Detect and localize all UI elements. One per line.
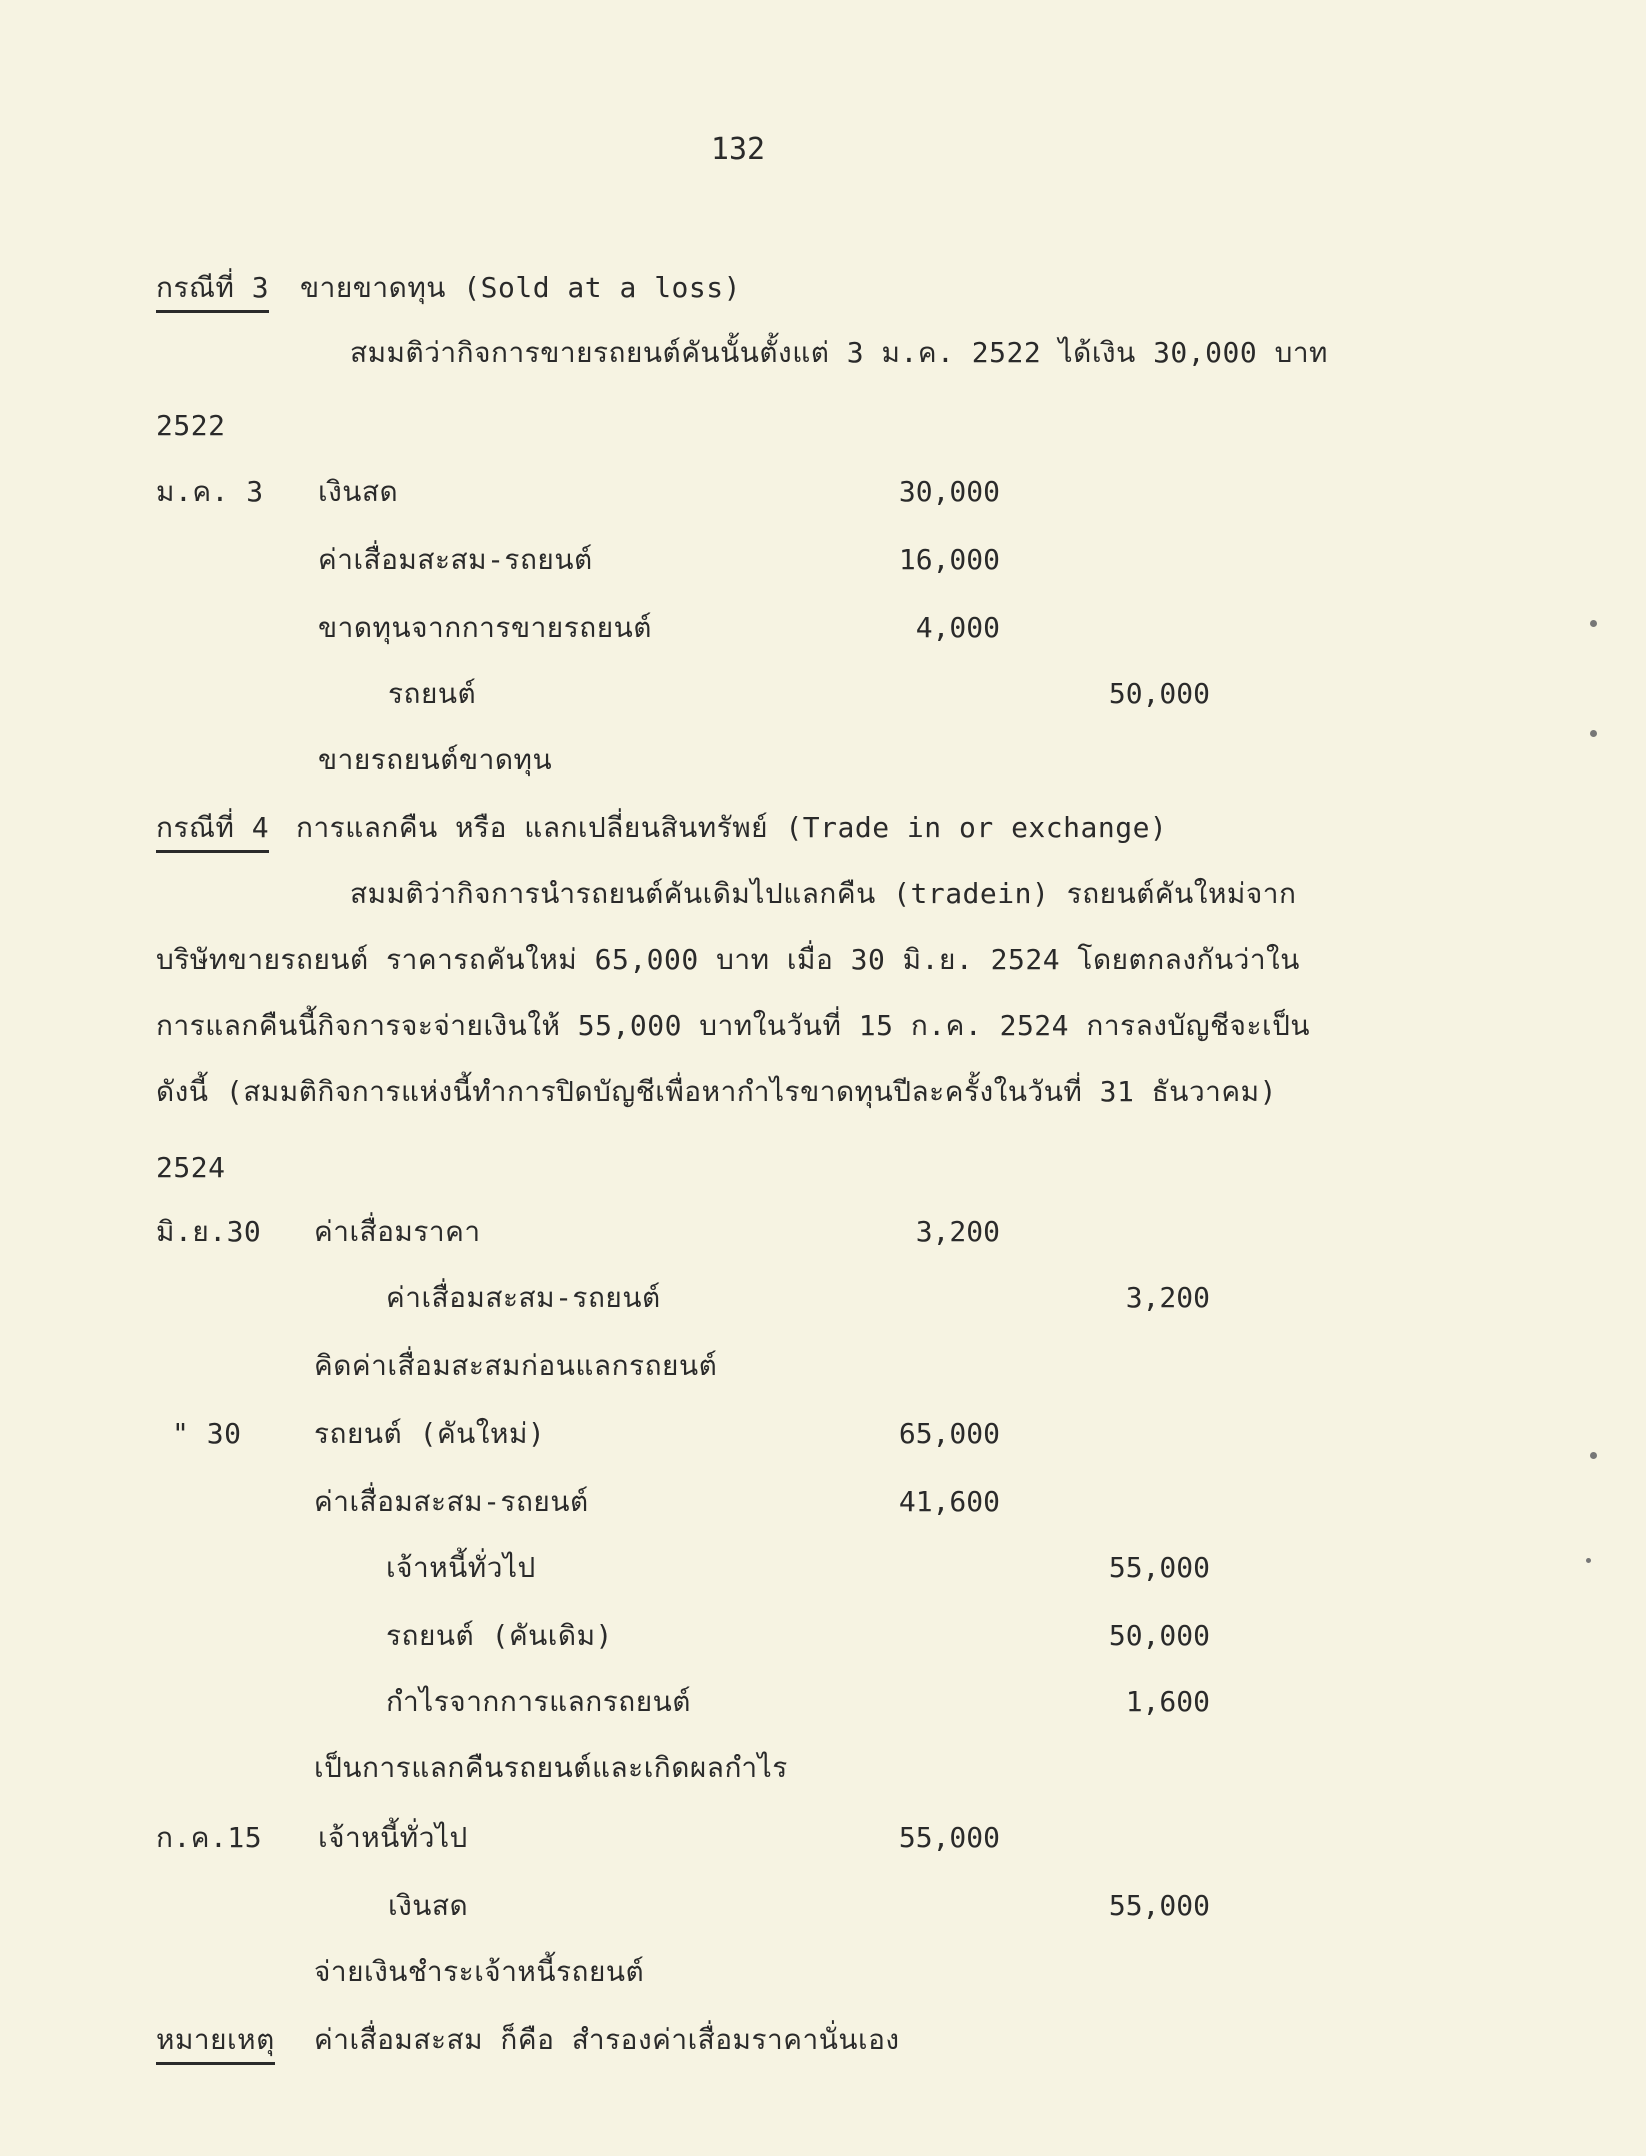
entry3-row2-credit: 55,000 — [1108, 1889, 1210, 1922]
case3-row4-credit: 50,000 — [1108, 677, 1210, 710]
page-number: 132 — [710, 132, 766, 167]
entry3-memo: จ่ายเงินชำระเจ้าหนี้รถยนต์ — [314, 1955, 645, 1988]
scan-speck — [1590, 1452, 1597, 1459]
entry1-row2-credit: 3,200 — [1125, 1281, 1210, 1314]
entry1-memo: คิดค่าเสื่อมสะสมก่อนแลกรถยนต์ — [314, 1349, 718, 1382]
entry2-row5-credit: 1,600 — [1125, 1685, 1210, 1718]
case3-row1-account: เงินสด — [318, 475, 399, 508]
case3-row2-account: ค่าเสื่อมสะสม-รถยนต์ — [318, 543, 593, 576]
entry2-row5-account: กำไรจากการแลกรถยนต์ — [386, 1685, 691, 1718]
entry2-row2-account: ค่าเสื่อมสะสม-รถยนต์ — [314, 1485, 589, 1518]
entry1-row1-account: ค่าเสื่อมราคา — [314, 1215, 481, 1248]
case4-para-line2: บริษัทขายรถยนต์ ราคารถคันใหม่ 65,000 บาท เมื่อ 30 มิ.ย. 2524 โดยตกลงกันว่าใน — [156, 943, 1300, 976]
case4-year: 2524 — [156, 1151, 226, 1184]
entry2-row4-credit: 50,000 — [1108, 1619, 1210, 1652]
case4-para-line4: ดังนี้ (สมมติกิจการแห่งนี้ทำการปิดบัญชีเพื่อหากำไรขาดทุนปีละครั้งในวันที่ 31 ธันวาคม) — [156, 1075, 1277, 1108]
entry2-row1-account: รถยนต์ (คันใหม่) — [314, 1417, 546, 1450]
note-text: ค่าเสื่อมสะสม ก็คือ สำรองค่าเสื่อมราคานั่นเอง — [314, 2023, 900, 2056]
case3-row4-account: รถยนต์ — [388, 677, 477, 710]
case3-intro: สมมติว่ากิจการขายรถยนต์คันนั้นตั้งแต่ 3 ม.ค. 2522 ได้เงิน 30,000 บาท — [350, 336, 1329, 369]
entry3-row2-account: เงินสด — [388, 1889, 469, 1922]
case3-row3-account: ขาดทุนจากการขายรถยนต์ — [318, 611, 652, 644]
scan-speck — [1586, 1558, 1591, 1563]
case4-para-line3: การแลกคืนนี้กิจการจะจ่ายเงินให้ 55,000 บาทในวันที่ 15 ก.ค. 2524 การลงบัญชีจะเป็น — [156, 1009, 1310, 1042]
case3-row1-date: ม.ค. 3 — [156, 475, 264, 508]
entry2-row1-debit: 65,000 — [898, 1417, 1000, 1450]
entry3-row1-account: เจ้าหนี้ทั่วไป — [318, 1821, 468, 1854]
entry2-row4-account: รถยนต์ (คันเดิม) — [386, 1619, 613, 1652]
entry2-row3-credit: 55,000 — [1108, 1551, 1210, 1584]
case3-year: 2522 — [156, 409, 226, 442]
case4-para-line1: สมมติว่ากิจการนำรถยนต์คันเดิมไปแลกคืน (tradein) รถยนต์คันใหม่จาก — [350, 877, 1297, 910]
entry1-row2-account: ค่าเสื่อมสะสม-รถยนต์ — [386, 1281, 661, 1314]
note-label: หมายเหตุ — [156, 2020, 275, 2065]
entry2-memo: เป็นการแลกคืนรถยนต์และเกิดผลกำไร — [314, 1751, 788, 1784]
case3-title: ขายขาดทุน (Sold at a loss) — [300, 271, 741, 304]
entry3-date: ก.ค.15 — [156, 1821, 263, 1854]
case3-memo: ขายรถยนต์ขาดทุน — [318, 743, 553, 776]
scan-speck — [1590, 620, 1597, 627]
entry3-row1-debit: 55,000 — [898, 1821, 1000, 1854]
entry1-date: มิ.ย.30 — [156, 1215, 262, 1248]
case3-row2-debit: 16,000 — [898, 543, 1000, 576]
case3-row1-debit: 30,000 — [898, 475, 1000, 508]
entry1-row1-debit: 3,200 — [915, 1215, 1000, 1248]
case3-heading: กรณีที่ 3 — [156, 268, 269, 313]
case4-heading: กรณีที่ 4 — [156, 808, 269, 853]
case4-title: การแลกคืน หรือ แลกเปลี่ยนสินทรัพย์ (Trade in or exchange) — [296, 811, 1168, 844]
scan-speck — [1590, 730, 1597, 737]
entry2-row2-debit: 41,600 — [898, 1485, 1000, 1518]
case3-row3-debit: 4,000 — [915, 611, 1000, 644]
entry2-row3-account: เจ้าหนี้ทั่วไป — [386, 1551, 536, 1584]
entry2-date: " 30 — [172, 1417, 242, 1450]
